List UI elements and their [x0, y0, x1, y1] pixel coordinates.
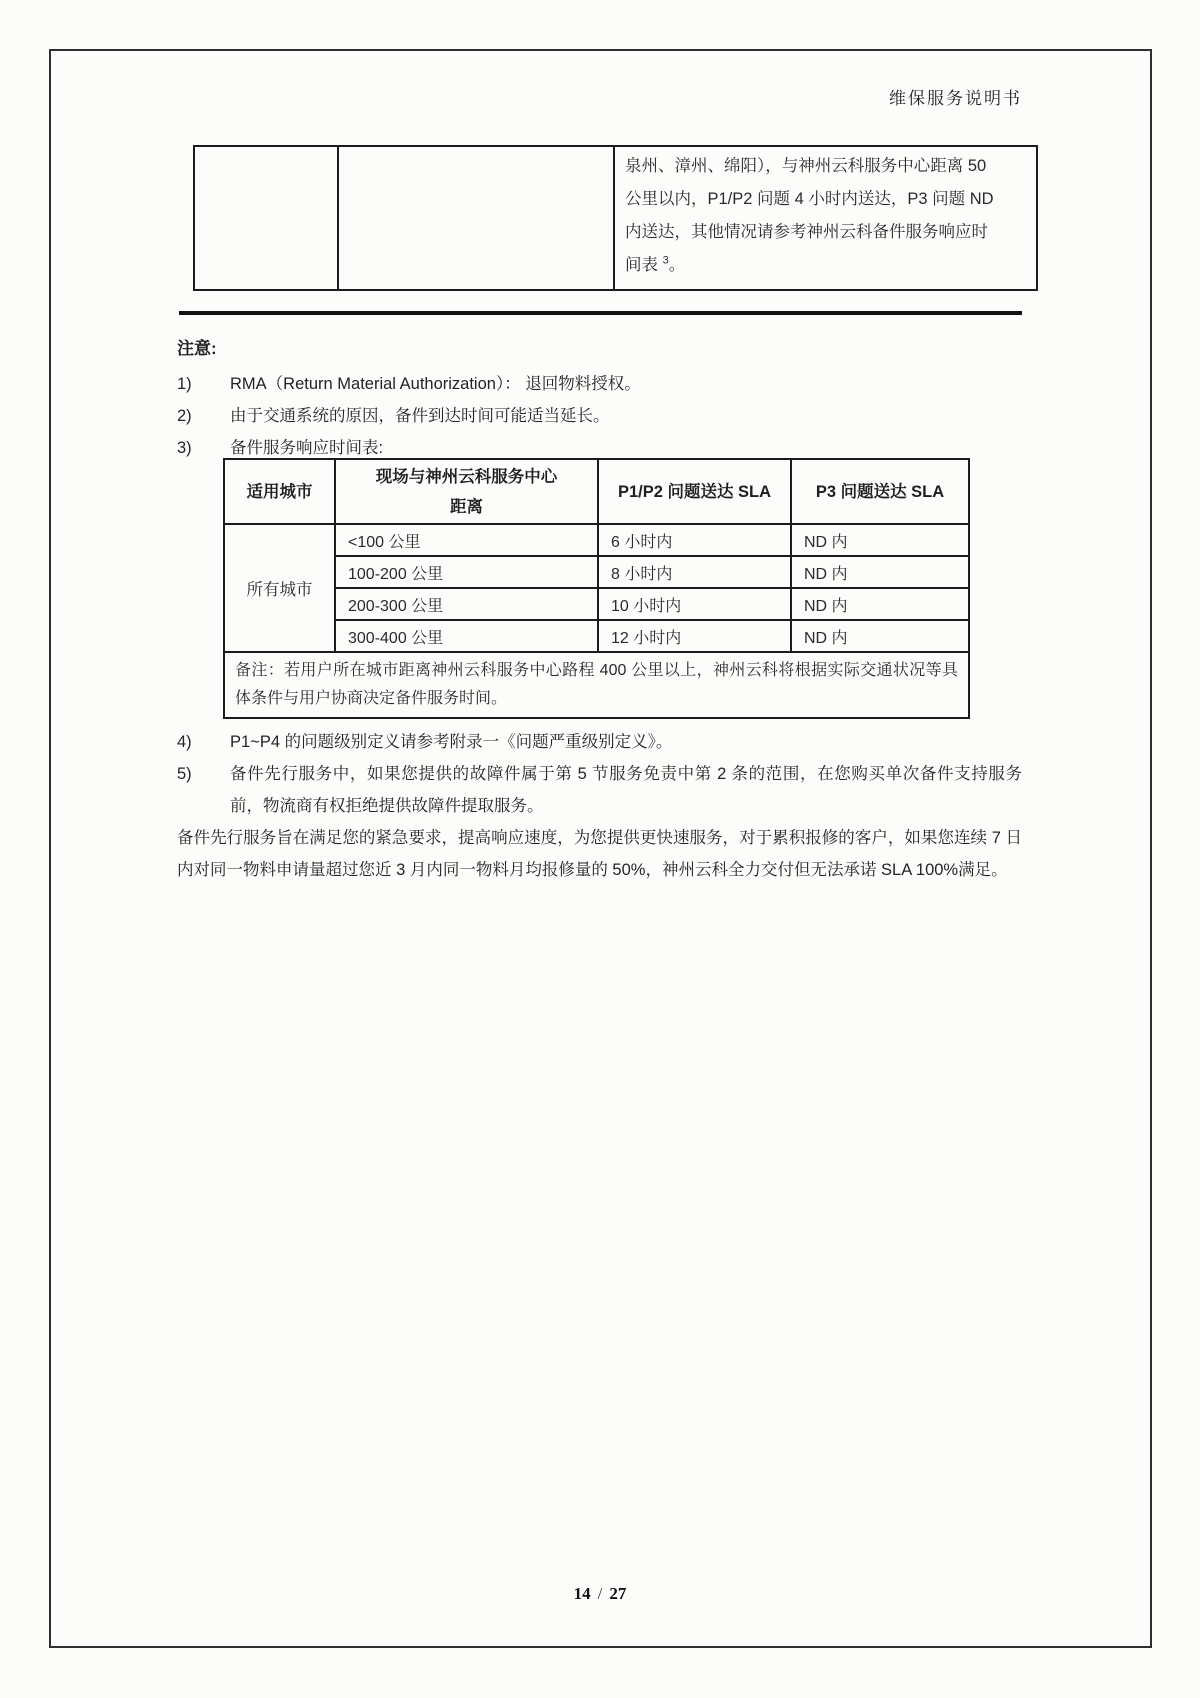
sla-p12-cell: 8 小时内 — [598, 556, 791, 588]
continuation-text-line — [625, 249, 1026, 282]
footnote-reference: 3 — [662, 254, 669, 267]
sla-p12-cell: 6 小时内 — [598, 524, 791, 556]
sla-city-cell: 所有城市 — [224, 524, 335, 652]
continuation-cell-empty-middle — [338, 146, 614, 290]
notice-item-2 — [177, 400, 1022, 432]
sla-p12-cell: 12 小时内 — [598, 620, 791, 652]
sla-response-table — [223, 458, 970, 719]
page-number-separator: / — [597, 1584, 603, 1603]
document-header-title: 维保服务说明书 — [889, 89, 1022, 108]
list-number: 1) — [177, 375, 192, 393]
list-number: 4) — [177, 733, 192, 751]
list-number: 2) — [177, 407, 192, 425]
sla-header-row — [224, 459, 969, 524]
page-footer — [0, 1584, 1200, 1604]
sla-row — [224, 556, 969, 588]
list-text: 由于交通系统的原因，备件到达时间可能适当延长。 — [230, 407, 610, 425]
sla-p3-cell: ND 内 — [791, 588, 969, 620]
sla-header-p12 — [598, 459, 791, 524]
continuation-cell-text — [614, 146, 1037, 290]
page-number-total: 27 — [609, 1584, 627, 1603]
notice-item-5 — [177, 758, 1022, 822]
sla-note-cell: 备注：若用户所在城市距离神州云科服务中心路程 400 公里以上，神州云科将根据实际交通状况等具体条件与用户协商决定备件服务时间。 — [224, 652, 969, 718]
list-text: 备件服务响应时间表: — [230, 439, 384, 457]
notice-item-1 — [177, 368, 1022, 400]
sla-distance-cell: 300-400 公里 — [335, 620, 598, 652]
list-text: P1~P4 的问题级别定义请参考附录一《问题严重级别定义》。 — [230, 733, 673, 751]
section-divider-rule — [179, 311, 1022, 315]
closing-paragraph: 备件先行服务旨在满足您的紧急要求，提高响应速度，为您提供更快速服务，对于累积报修的客户，如果您连续 7 日内对同一物料申请量超过您近 3 月内同一物料月均报修量的 50%，神州云科全力交付但无法承诺 SLA 100%满足。 — [177, 829, 1022, 879]
sla-header-p12-text: P1/P2 问题送达 SLA — [617, 482, 772, 501]
list-number: 5) — [177, 765, 192, 783]
sla-header-distance-text: 现场与神州云科服务中心距离 — [375, 467, 558, 516]
notice-item-4 — [177, 726, 1022, 758]
sla-distance-cell: <100 公里 — [335, 524, 598, 556]
continuation-text-tail: 间表 — [625, 256, 663, 274]
sla-distance-cell: 100-200 公里 — [335, 556, 598, 588]
continuation-text-punct: 。 — [668, 256, 686, 274]
sla-p3-cell: ND 内 — [791, 620, 969, 652]
list-text: 备件先行服务中，如果您提供的故障件属于第 5 节服务免责中第 2 条的范围，在您购买单次备件支持服务前，物流商有权拒绝提供故障件提取服务。 — [230, 765, 1022, 815]
sla-row — [224, 524, 969, 556]
sla-distance-cell: 200-300 公里 — [335, 588, 598, 620]
sla-header-p3: P3 问题送达 SLA — [791, 459, 969, 524]
sla-row — [224, 588, 969, 620]
sla-header-city: 适用城市 — [224, 459, 335, 524]
sla-p12-cell: 10 小时内 — [598, 588, 791, 620]
page-number-current: 14 — [573, 1584, 591, 1603]
continuation-text-line: 公里以内，P1/P2 问题 4 小时内送达，P3 问题 ND — [625, 190, 994, 208]
notice-heading: 注意: — [177, 339, 217, 358]
continuation-text-line: 内送达，其他情况请参考神州云科备件服务响应时 — [625, 223, 988, 241]
list-number: 3) — [177, 439, 192, 457]
continuation-row — [194, 146, 1037, 290]
continuation-text-line: 泉州、漳州、绵阳），与神州云科服务中心距离 50 — [625, 157, 987, 175]
sla-row — [224, 620, 969, 652]
sla-header-distance — [335, 459, 598, 524]
sla-note-row — [224, 652, 969, 718]
sla-p3-cell: ND 内 — [791, 556, 969, 588]
continuation-table — [193, 145, 1038, 291]
continuation-cell-empty-left — [194, 146, 338, 290]
list-text: RMA（Return Material Authorization）： 退回物料授权。 — [230, 375, 641, 393]
sla-p3-cell: ND 内 — [791, 524, 969, 556]
